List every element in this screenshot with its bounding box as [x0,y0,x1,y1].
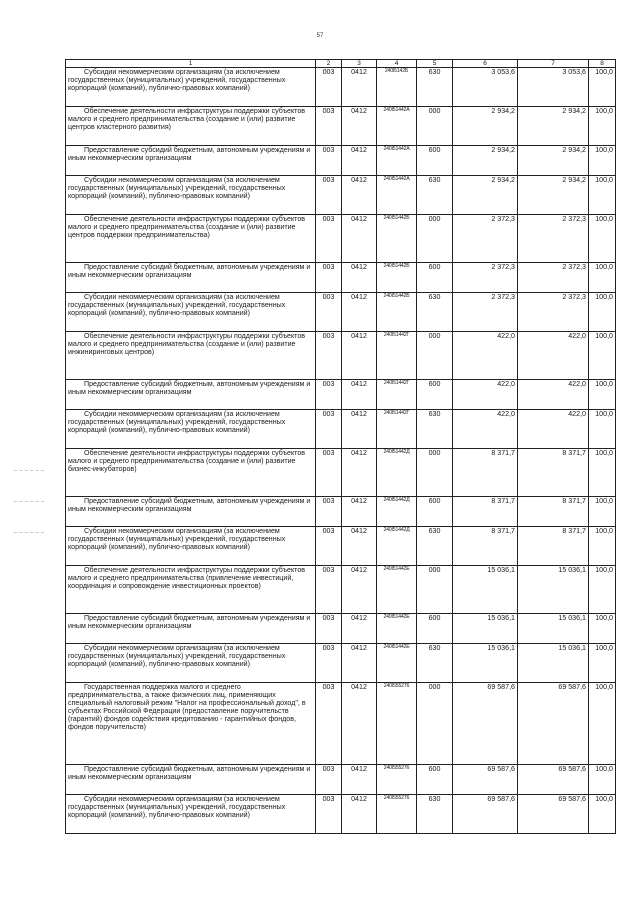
cell-col-7: 422,0 [518,380,589,410]
cell-col-8: 100,0 [589,566,616,614]
cell-col-3: 0412 [342,683,377,765]
cell-col-5: 000 [417,683,453,765]
cell-col-7: 422,0 [518,410,589,449]
row-name [66,107,316,146]
table-row [66,683,616,765]
row-name-text: Предоставление субсидий бюджетным, автономным учреждениям и иным некоммерческим организациям [68,614,311,631]
row-name-text: Предоставление субсидий бюджетным, автономным учреждениям и иным некоммерческим организациям [68,497,311,514]
row-name [66,614,316,644]
cell-col-3: 0412 [342,795,377,834]
cell-col-6: 422,0 [453,410,518,449]
row-name [66,146,316,176]
cell-col-4: 240I555276 [377,795,417,834]
cell-col-2: 003 [316,146,342,176]
cell-col-8: 100,0 [589,683,616,765]
cell-col-5: 630 [417,68,453,107]
cell-col-4: 240I51442Г [377,410,417,449]
cell-col-6: 15 036,1 [453,614,518,644]
column-header: 5 [417,60,453,68]
row-name [66,293,316,332]
cell-col-7: 2 934,2 [518,146,589,176]
cell-col-8: 100,0 [589,176,616,215]
cell-col-4: 240I51442Г [377,380,417,410]
row-name-text: Предоставление субсидий бюджетным, автономным учреждениям и иным некоммерческим организациям [68,765,311,782]
cell-col-4: 240I51442Е [377,644,417,683]
cell-col-4: 240I555276 [377,765,417,795]
cell-col-7: 69 587,6 [518,683,589,765]
cell-col-7: 2 372,3 [518,215,589,263]
cell-col-7: 8 371,7 [518,449,589,497]
cell-col-8: 100,0 [589,263,616,293]
cell-col-2: 003 [316,410,342,449]
cell-col-3: 0412 [342,68,377,107]
cell-col-6: 2 934,2 [453,107,518,146]
cell-col-5: 000 [417,215,453,263]
budget-table [65,59,616,834]
cell-col-7: 69 587,6 [518,765,589,795]
cell-col-8: 100,0 [589,410,616,449]
column-header: 7 [518,60,589,68]
page-number: 57 [316,33,324,39]
row-name [66,497,316,527]
table-row [66,293,616,332]
margin-marks [14,470,54,630]
cell-col-3: 0412 [342,410,377,449]
cell-col-8: 100,0 [589,497,616,527]
cell-col-2: 003 [316,293,342,332]
cell-col-8: 100,0 [589,614,616,644]
cell-col-2: 003 [316,765,342,795]
margin-mark [14,470,44,471]
column-header: 4 [377,60,417,68]
cell-col-5: 630 [417,176,453,215]
cell-col-4: 240I51442Д [377,449,417,497]
row-name-text: Государственная поддержка малого и среднего предпринимательства, а также физических лиц, применяющих специальный налоговый режим "Налог на профессиональный доход", в субъектах Российской Федерации (предоставление поручительств (гарантий) фондов содействия кредитованию - гарантийных фондов, фондов поручительств) [68,683,306,731]
table-row [66,410,616,449]
cell-col-2: 003 [316,332,342,380]
row-name [66,795,316,834]
cell-col-7: 2 934,2 [518,107,589,146]
row-name-text: Предоставление субсидий бюджетным, автономным учреждениям и иным некоммерческим организациям [68,263,311,280]
cell-col-6: 2 934,2 [453,176,518,215]
cell-col-5: 600 [417,146,453,176]
row-name-text: Обеспечение деятельности инфраструктуры поддержки субъектов малого и среднего предпринимательства (создание и (или) развитие центров кластерного развития) [68,107,306,132]
row-name-text: Субсидии некоммерческим организациям (за исключением государственных (муниципальных) учреждений, государственных корпораций (компаний), публично-правовых компаний) [68,68,286,93]
cell-col-8: 100,0 [589,332,616,380]
cell-col-8: 100,0 [589,795,616,834]
table-row [66,527,616,566]
cell-col-8: 100,0 [589,644,616,683]
cell-col-2: 003 [316,107,342,146]
table-row [66,497,616,527]
cell-col-7: 2 372,3 [518,263,589,293]
cell-col-3: 0412 [342,614,377,644]
cell-col-6: 8 371,7 [453,497,518,527]
column-header: 8 [589,60,616,68]
row-name [66,644,316,683]
row-name-text: Обеспечение деятельности инфраструктуры поддержки субъектов малого и среднего предпринимательства (создание и (или) развитие бизнес-инкубаторов) [68,449,306,474]
cell-col-2: 003 [316,644,342,683]
cell-col-7: 8 371,7 [518,527,589,566]
row-name-text: Субсидии некоммерческим организациям (за исключением государственных (муниципальных) учреждений, государственных корпораций (компаний), публично-правовых компаний) [68,293,286,318]
row-name [66,263,316,293]
row-name-text: Субсидии некоммерческим организациям (за исключением государственных (муниципальных) учреждений, государственных корпораций (компаний), публично-правовых компаний) [68,527,286,552]
table-row [66,449,616,497]
cell-col-4: 240I5142Б [377,68,417,107]
row-name-text: Субсидии некоммерческим организациям (за исключением государственных (муниципальных) учреждений, государственных корпораций (компаний), публично-правовых компаний) [68,176,286,201]
cell-col-7: 422,0 [518,332,589,380]
table-row [66,332,616,380]
cell-col-5: 600 [417,380,453,410]
row-name [66,380,316,410]
cell-col-3: 0412 [342,380,377,410]
table-row [66,380,616,410]
cell-col-7: 15 036,1 [518,614,589,644]
cell-col-4: 240I51442А [377,107,417,146]
cell-col-2: 003 [316,263,342,293]
cell-col-6: 8 371,7 [453,527,518,566]
cell-col-4: 240I51442Е [377,614,417,644]
cell-col-5: 600 [417,614,453,644]
row-name-text: Обеспечение деятельности инфраструктуры поддержки субъектов малого и среднего предпринимательства (создание и (или) развитие инжиниринговых центров) [68,332,306,357]
cell-col-3: 0412 [342,332,377,380]
cell-col-6: 15 036,1 [453,644,518,683]
cell-col-6: 69 587,6 [453,683,518,765]
cell-col-6: 422,0 [453,332,518,380]
cell-col-7: 2 372,3 [518,293,589,332]
column-header: 6 [453,60,518,68]
cell-col-2: 003 [316,215,342,263]
cell-col-2: 003 [316,566,342,614]
cell-col-4: 240I51442А [377,146,417,176]
row-name [66,68,316,107]
cell-col-4: 240I51442Е [377,566,417,614]
cell-col-8: 100,0 [589,293,616,332]
cell-col-7: 15 036,1 [518,644,589,683]
row-name [66,765,316,795]
cell-col-2: 003 [316,683,342,765]
cell-col-2: 003 [316,527,342,566]
row-name-text: Предоставление субсидий бюджетным, автономным учреждениям и иным некоммерческим организациям [68,380,311,397]
row-name [66,449,316,497]
cell-col-6: 2 372,3 [453,215,518,263]
cell-col-3: 0412 [342,176,377,215]
row-name-text: Субсидии некоммерческим организациям (за исключением государственных (муниципальных) учреждений, государственных корпораций (компаний), публично-правовых компаний) [68,410,286,435]
cell-col-4: 240I51442Б [377,293,417,332]
cell-col-6: 2 372,3 [453,263,518,293]
cell-col-7: 2 934,2 [518,176,589,215]
table-row [66,263,616,293]
row-name-text: Обеспечение деятельности инфраструктуры поддержки субъектов малого и среднего предпринимательства (привлечение инвестиций, координация и сопровождение инвестиционных проектов) [68,566,306,591]
table-row [66,795,616,834]
cell-col-4: 240I51442Б [377,263,417,293]
cell-col-6: 8 371,7 [453,449,518,497]
cell-col-2: 003 [316,449,342,497]
cell-col-3: 0412 [342,263,377,293]
margin-mark [14,501,44,502]
cell-col-8: 100,0 [589,68,616,107]
cell-col-5: 600 [417,497,453,527]
cell-col-5: 630 [417,527,453,566]
cell-col-7: 3 053,6 [518,68,589,107]
cell-col-3: 0412 [342,215,377,263]
cell-col-5: 630 [417,410,453,449]
table-row [66,107,616,146]
cell-col-5: 630 [417,644,453,683]
row-name-text: Обеспечение деятельности инфраструктуры поддержки субъектов малого и среднего предпринимательства (создание и (или) развитие центров поддержки предпринимательства) [68,215,306,240]
margin-mark [14,532,44,533]
row-name [66,527,316,566]
column-header: 2 [316,60,342,68]
cell-col-5: 600 [417,765,453,795]
cell-col-8: 100,0 [589,215,616,263]
table-row [66,146,616,176]
cell-col-5: 000 [417,449,453,497]
column-header: 3 [342,60,377,68]
cell-col-3: 0412 [342,497,377,527]
cell-col-3: 0412 [342,566,377,614]
cell-col-8: 100,0 [589,449,616,497]
cell-col-3: 0412 [342,765,377,795]
table-row [66,765,616,795]
cell-col-3: 0412 [342,527,377,566]
cell-col-5: 630 [417,293,453,332]
row-name [66,332,316,380]
table-row [66,566,616,614]
cell-col-7: 15 036,1 [518,566,589,614]
row-name [66,176,316,215]
cell-col-4: 240I51442Г [377,332,417,380]
row-name [66,683,316,765]
table-row [66,614,616,644]
cell-col-3: 0412 [342,644,377,683]
table-row [66,176,616,215]
cell-col-5: 000 [417,566,453,614]
cell-col-6: 2 372,3 [453,293,518,332]
cell-col-6: 15 036,1 [453,566,518,614]
cell-col-4: 240I555276 [377,683,417,765]
cell-col-3: 0412 [342,449,377,497]
cell-col-2: 003 [316,795,342,834]
cell-col-4: 240I51442Д [377,497,417,527]
cell-col-6: 422,0 [453,380,518,410]
cell-col-5: 630 [417,795,453,834]
cell-col-8: 100,0 [589,380,616,410]
cell-col-6: 2 934,2 [453,146,518,176]
column-header: 1 [66,60,316,68]
row-name-text: Субсидии некоммерческим организациям (за исключением государственных (муниципальных) учреждений, государственных корпораций (компаний), публично-правовых компаний) [68,795,286,820]
cell-col-2: 003 [316,380,342,410]
cell-col-5: 000 [417,332,453,380]
cell-col-5: 600 [417,263,453,293]
table-row [66,215,616,263]
cell-col-5: 000 [417,107,453,146]
row-name [66,410,316,449]
header-row [66,60,616,68]
table-row [66,68,616,107]
cell-col-6: 69 587,6 [453,765,518,795]
cell-col-4: 240I51442А [377,176,417,215]
cell-col-4: 240I51442Б [377,215,417,263]
row-name [66,566,316,614]
cell-col-4: 240I51442Д [377,527,417,566]
cell-col-6: 3 053,6 [453,68,518,107]
cell-col-3: 0412 [342,293,377,332]
cell-col-2: 003 [316,497,342,527]
row-name-text: Субсидии некоммерческим организациям (за исключением государственных (муниципальных) учреждений, государственных корпораций (компаний), публично-правовых компаний) [68,644,286,669]
row-name-text: Предоставление субсидий бюджетным, автономным учреждениям и иным некоммерческим организациям [68,146,311,163]
cell-col-3: 0412 [342,107,377,146]
cell-col-8: 100,0 [589,527,616,566]
cell-col-7: 8 371,7 [518,497,589,527]
table-row [66,644,616,683]
cell-col-8: 100,0 [589,107,616,146]
cell-col-8: 100,0 [589,146,616,176]
cell-col-6: 69 587,6 [453,795,518,834]
cell-col-2: 003 [316,614,342,644]
cell-col-2: 003 [316,68,342,107]
cell-col-2: 003 [316,176,342,215]
row-name [66,215,316,263]
cell-col-3: 0412 [342,146,377,176]
cell-col-8: 100,0 [589,765,616,795]
cell-col-7: 69 587,6 [518,795,589,834]
